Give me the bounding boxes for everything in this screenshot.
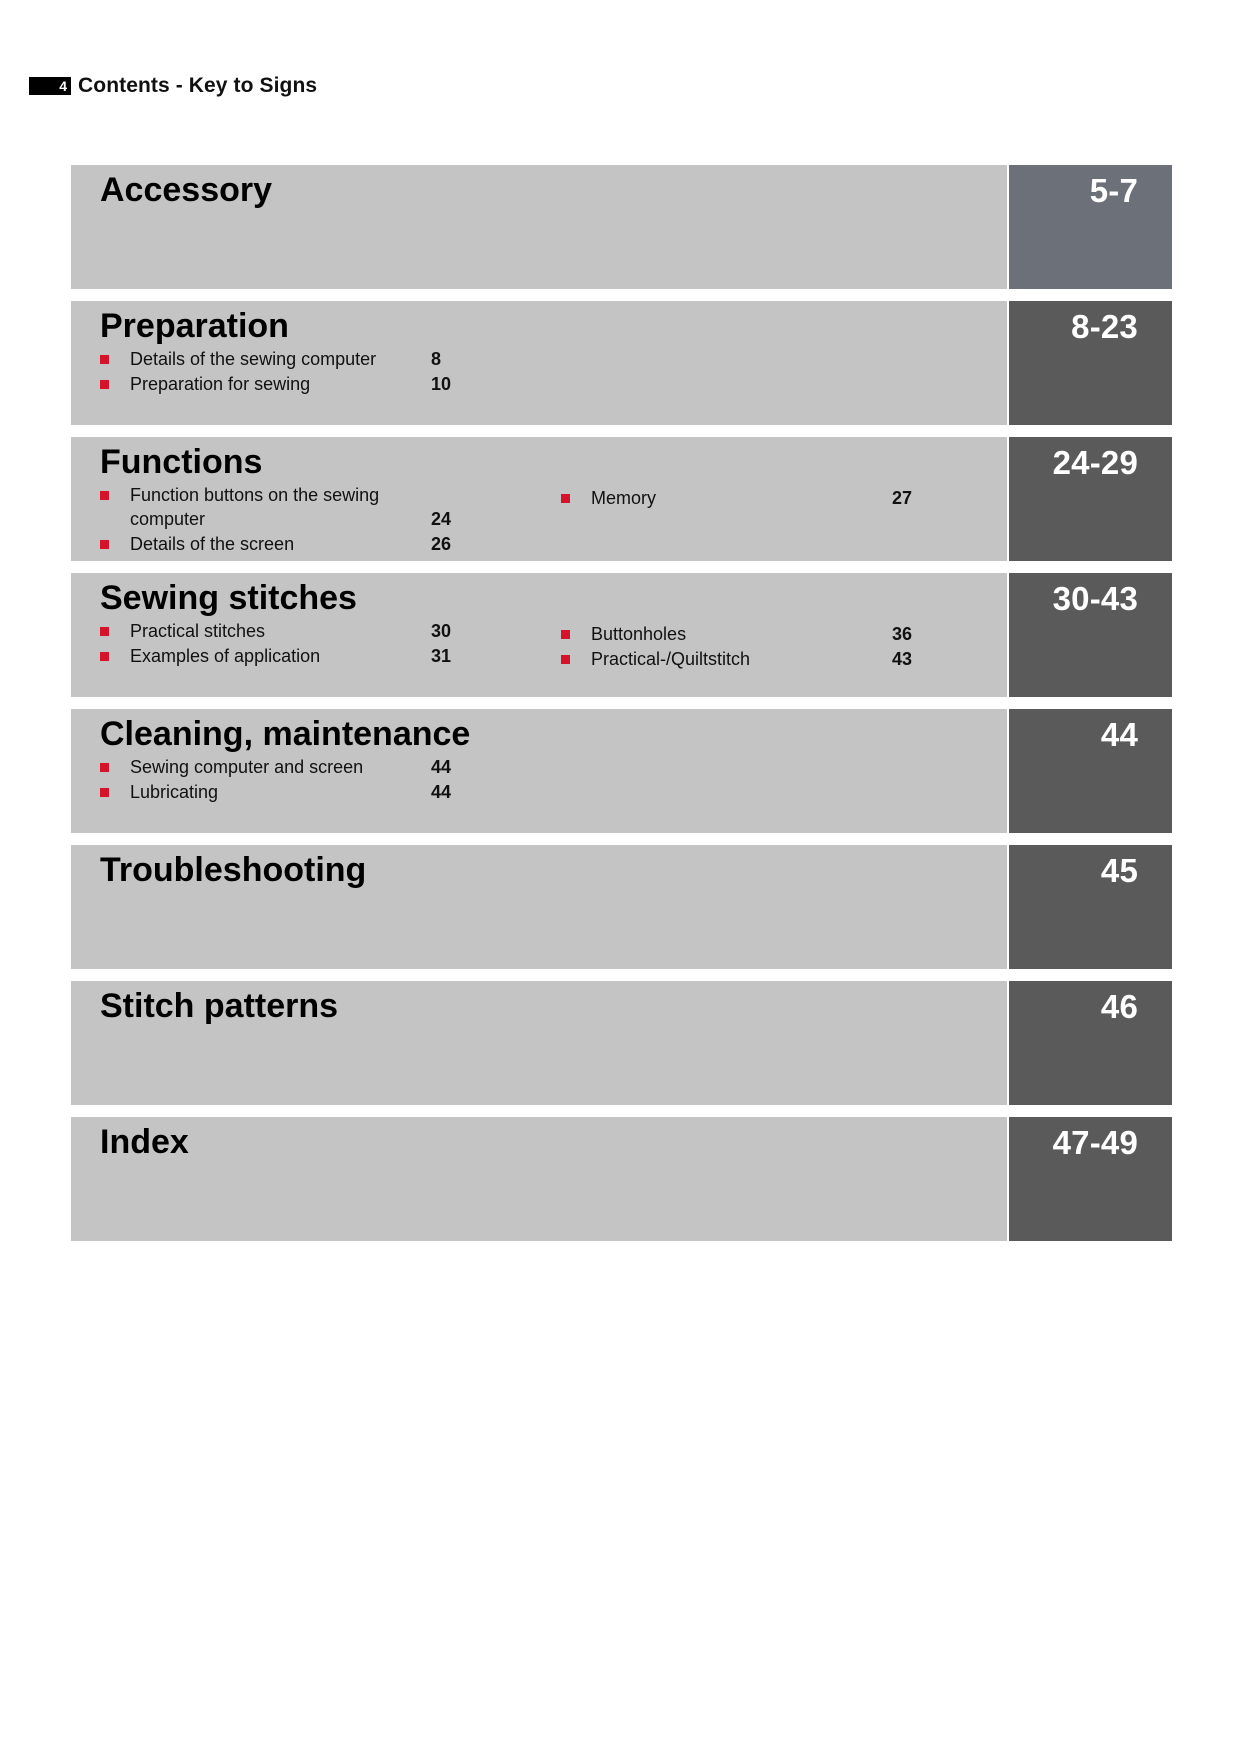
toc-section-body [71, 1117, 1007, 1241]
entry-label: Function buttons on the sewing computer [130, 485, 380, 529]
toc-section [71, 845, 1172, 969]
entry-page-number: 31 [431, 646, 452, 666]
entry-page-number: 44 [431, 782, 452, 802]
toc-entry[interactable] [100, 347, 476, 371]
entry-page-number: 10 [431, 374, 452, 394]
entry-page-number: 30 [431, 621, 452, 641]
toc-entry[interactable] [561, 647, 937, 671]
red-square-bullet-icon [561, 655, 570, 664]
red-square-bullet-icon [100, 380, 109, 389]
red-square-bullet-icon [100, 491, 109, 500]
toc-entry[interactable] [100, 532, 476, 556]
toc-section-body [71, 981, 1007, 1105]
toc-entry[interactable] [100, 483, 476, 531]
section-page-range-tab [1009, 845, 1172, 969]
toc-entry[interactable] [561, 486, 937, 510]
toc-section [71, 709, 1172, 833]
section-page-range-tab [1009, 981, 1172, 1105]
red-square-bullet-icon [100, 788, 109, 797]
page-title: Contents - Key to Signs [78, 74, 318, 97]
table-of-contents [71, 165, 1172, 1253]
entry-page-number: 24 [431, 509, 452, 529]
section-page-range: 30-43 [1052, 580, 1138, 617]
red-square-bullet-icon [100, 763, 109, 772]
entry-label: Lubricating [130, 782, 219, 802]
entry-label: Preparation for sewing [130, 374, 311, 394]
page-header [29, 74, 317, 98]
entry-label: Details of the sewing computer [130, 349, 377, 369]
section-title[interactable]: Functions [100, 443, 263, 481]
entry-page-number: 44 [431, 757, 452, 777]
red-square-bullet-icon [100, 540, 109, 549]
section-page-range: 45 [1100, 852, 1138, 889]
section-title[interactable]: Index [100, 1123, 189, 1161]
section-page-range-tab [1009, 437, 1172, 561]
entry-column-right [561, 622, 937, 672]
red-square-bullet-icon [561, 494, 570, 503]
section-title[interactable]: Sewing stitches [100, 579, 357, 617]
toc-section-body [71, 845, 1007, 969]
section-page-range-tab [1009, 165, 1172, 289]
page-number: 4 [29, 77, 71, 95]
toc-section-body [71, 709, 1007, 833]
entry-page-number: 43 [892, 649, 913, 669]
entry-column-left [100, 619, 476, 669]
entry-label: Buttonholes [591, 624, 687, 644]
entry-column-left [100, 347, 476, 397]
toc-section [71, 301, 1172, 425]
entry-label: Examples of application [130, 646, 321, 666]
section-page-range: 5-7 [1089, 172, 1138, 209]
entry-label: Details of the screen [130, 534, 295, 554]
toc-section-body [71, 437, 1007, 561]
toc-section [71, 981, 1172, 1105]
toc-section [71, 437, 1172, 561]
section-page-range: 24-29 [1052, 444, 1138, 481]
entry-label: Practical-/Quiltstitch [591, 649, 751, 669]
section-title[interactable]: Accessory [100, 171, 273, 209]
section-page-range-tab [1009, 573, 1172, 697]
section-page-range-tab [1009, 1117, 1172, 1241]
entry-page-number: 26 [431, 534, 452, 554]
toc-section-body [71, 573, 1007, 697]
entry-page-number: 8 [431, 349, 442, 369]
toc-section-body [71, 165, 1007, 289]
toc-section [71, 1117, 1172, 1241]
entry-page-number: 36 [892, 624, 913, 644]
toc-section [71, 165, 1172, 289]
section-page-range-tab [1009, 301, 1172, 425]
red-square-bullet-icon [100, 627, 109, 636]
red-square-bullet-icon [100, 652, 109, 661]
red-square-bullet-icon [100, 355, 109, 364]
section-page-range: 46 [1100, 988, 1138, 1025]
section-title[interactable]: Cleaning, maintenance [100, 715, 471, 753]
toc-entry[interactable] [100, 619, 476, 643]
toc-entry[interactable] [100, 372, 476, 396]
toc-entry[interactable] [100, 644, 476, 668]
toc-section-body [71, 301, 1007, 425]
toc-entry[interactable] [561, 622, 937, 646]
entry-label: Practical stitches [130, 621, 266, 641]
entry-column-left [100, 755, 476, 805]
entry-column-right [561, 486, 937, 511]
section-title[interactable]: Troubleshooting [100, 851, 367, 889]
entry-page-number: 27 [892, 488, 913, 508]
section-title[interactable]: Stitch patterns [100, 987, 339, 1025]
section-title[interactable]: Preparation [100, 307, 289, 345]
section-page-range: 8-23 [1071, 308, 1138, 345]
section-page-range: 44 [1100, 716, 1138, 753]
section-page-range-tab [1009, 709, 1172, 833]
entry-column-left [100, 483, 476, 557]
toc-entry[interactable] [100, 780, 476, 804]
toc-entry[interactable] [100, 755, 476, 779]
red-square-bullet-icon [561, 630, 570, 639]
toc-section [71, 573, 1172, 697]
entry-label: Sewing computer and screen [130, 757, 364, 777]
section-page-range: 47-49 [1052, 1124, 1138, 1161]
entry-label: Memory [591, 488, 657, 508]
